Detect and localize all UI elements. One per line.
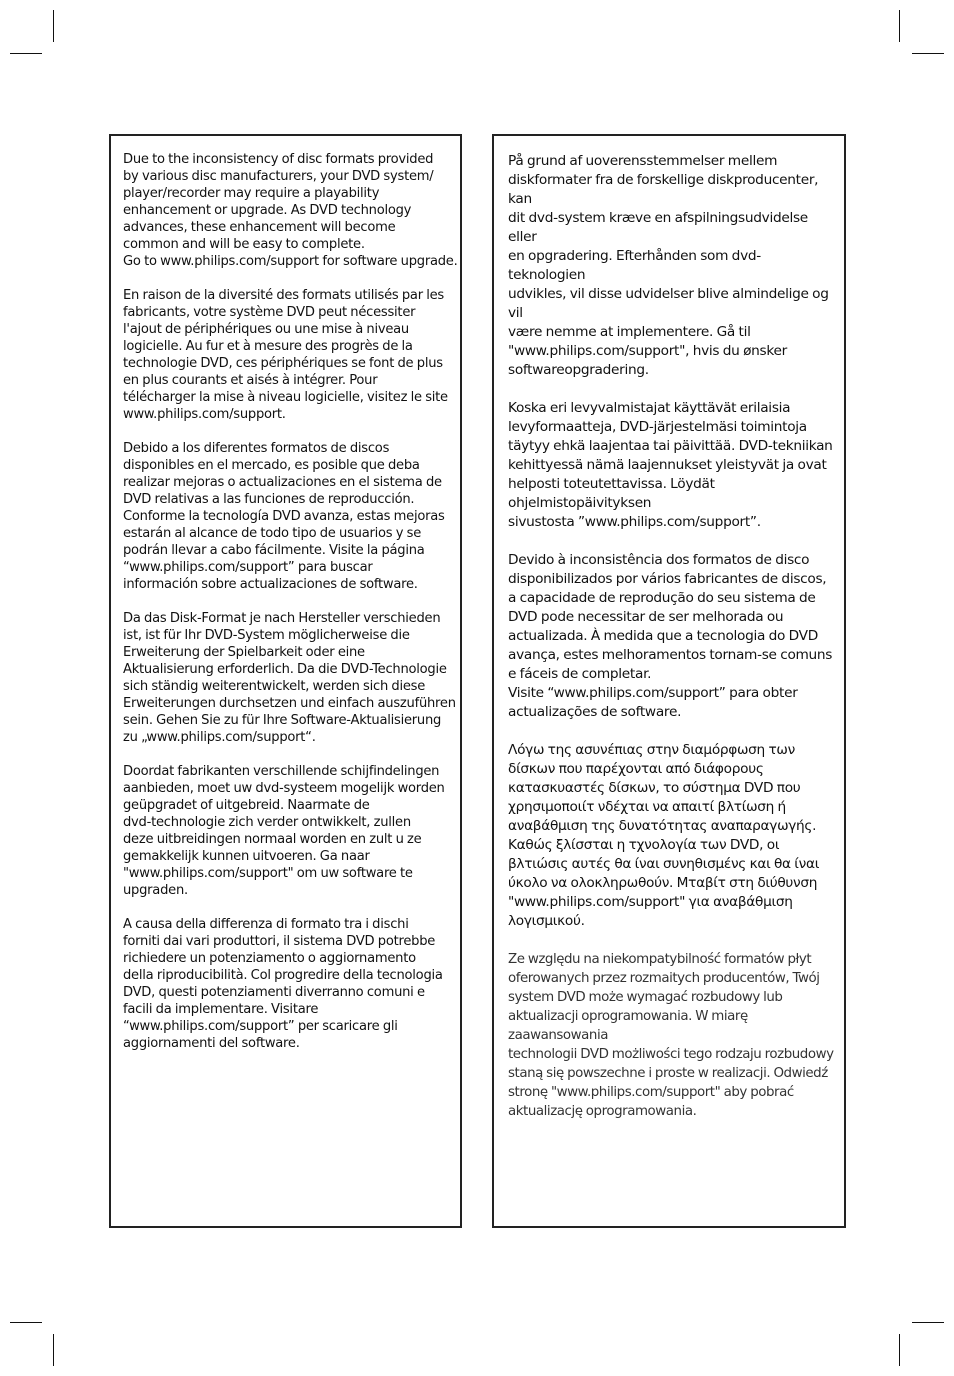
crop-mark-bottom-right-horizontal bbox=[912, 1322, 944, 1323]
crop-mark-bottom-left-vertical bbox=[53, 1334, 54, 1366]
paragraph-italian: A causa della differenza di formato tra i dischi forniti dai vari produttori, il sistema DVD potrebbe richiedere un potenziamento o aggiornamento della riproducibilità. Col progredire della tecnologia DVD, questi potenziamenti diverranno comuni e facili da implementare. Visitare “www.philips.com/support” per scaricare gli aggiornamenti del software. bbox=[123, 917, 443, 1051]
right-column-text bbox=[508, 152, 838, 1140]
left-column-text bbox=[123, 151, 460, 1069]
paragraph-spanish: Debido a los diferentes formatos de discos disponibles en el mercado, es posible que deba realizar mejoras o actualizaciones en el sistema de DVD relativas a las funciones de reproducción. Conforme la tecnología DVD avanza, estas mejoras estarán al alcance de todo tipo de usuarios y se podrán llevar a cabo fácilmente. Visite la página “www.philips.com/support” para buscar información sobre actualizaciones de software. bbox=[123, 441, 445, 592]
paragraph-french: En raison de la diversité des formats utilisés par les fabricants, votre système DVD peut nécessiter l'ajout de périphériques ou une mise à niveau logicielle. Au fur et à mesure des progrès de la technologie DVD, ces périphériques se font de plus en plus courants et aisés à intégrer. Pour télécharger la mise à niveau logicielle, visitez le site www.philips.com/support. bbox=[123, 288, 448, 422]
paragraph-finnish: Koska eri levyvalmistajat käyttävät erilaisia levyformaatteja, DVD-järjestelmäsi toimintoja täytyy ehkä laajentaa tai päivittää. DVD-tekniikan kehittyessä nämä laajennukset yleistyvät ja ovat helposti toteutettavissa. Löydät ohjelmistopäivityksen sivustosta ”www.philips.com/support”. bbox=[508, 400, 833, 530]
paragraph-dutch: Doordat fabrikanten verschillende schijfindelingen aanbieden, moet uw dvd-systeem mogelijk worden geüpgradet of uitgebreid. Naarmate de dvd-technologie zich verder ontwikkelt, zullen deze uitbreidingen normaal worden en zult u ze gemakkelijk kunnen uitvoeren. Ga naar "www.philips.com/support" om uw software te upgraden. bbox=[123, 764, 445, 898]
crop-mark-top-left-vertical bbox=[53, 10, 54, 42]
paragraph-greek: Λόγω της ασυνέπιας στην διαμόρφωση των δίσκων που παρέχονται από διάφορους κατασκυαστές δίσκων, το σύστημα DVD που χρησιμοποιίτ νδέχται να απαιτί βλτίωση ή αναβάθμιση της δυνατότητας αναπαραγωγής. Καθώς ξλίσσται η τχνολογία των DVD, οι βλτιώσις αυτές θα ίναι συνηθισμένς και θα ίναι ύκολο να ολοκληρωθούν. Μταβίτ στη διύθυνση "www.philips.com/support" για αναβάθμιση λογισμικού. bbox=[508, 742, 820, 929]
paragraph-polish: Ze względu na niekompatybilność formatów płyt oferowanych przez rozmaitych producentów, Twój system DVD może wymagać rozbudowy lub aktualizacji oprogramowania. W miarę zaawansowania technologii DVD możliwości tego rodzaju rozbudowy staną się powszechne i proste w realizacji. Odwiedź stronę "www.philips.com/support" aby pobrać aktualizację oprogramowania. bbox=[508, 952, 834, 1119]
crop-mark-top-right-horizontal bbox=[912, 53, 944, 54]
left-column-panel bbox=[109, 134, 462, 1228]
crop-mark-top-right-vertical bbox=[899, 10, 900, 42]
paragraph-english: Due to the inconsistency of disc formats provided by various disc manufacturers, your DVD system/ player/recorder may require a playability enhancement or upgrade. As DVD technology advances, these enhancement will become common and will be easy to complete. Go to www.philips.com/support for software upgrade. bbox=[123, 152, 458, 269]
crop-mark-bottom-right-vertical bbox=[899, 1334, 900, 1366]
crop-mark-bottom-left-horizontal bbox=[10, 1322, 42, 1323]
paragraph-portuguese: Devido à inconsistência dos formatos de disco disponibilizados por vários fabricantes de discos, a capacidade de reprodução do seu sistema de DVD pode necessitar de ser melhorada ou actualizada. À medida que a tecnologia do DVD avança, estes melhoramentos tornam-se comuns e fáceis de completar. Visite “www.philips.com/support” para obter actualizações de software. bbox=[508, 552, 833, 720]
right-column-panel bbox=[492, 134, 846, 1228]
crop-mark-top-left-horizontal bbox=[10, 53, 42, 54]
paragraph-german: Da das Disk-Format je nach Hersteller verschieden ist, ist für Ihr DVD-System möglicherweise die Erweiterung der Spielbarkeit oder eine Aktualisierung erforderlich. Da die DVD-Technologie sich ständig weiterentwickelt, werden sich diese Erweiterungen durchsetzen und einfach auszuführen sein. Gehen Sie zu für Ihre Software-Aktualisierung zu „www.philips.com/support“. bbox=[123, 611, 456, 745]
paragraph-danish: På grund af uoverensstemmelser mellem diskformater fra de forskellige diskproducenter, kan dit dvd-system kræve en afspilningsudvidelse eller en opgradering. Efterhånden som dvd-teknologien udvikles, vil disse udvidelser blive almindelige og vil være nemme at implementere. Gå til "www.philips.com/support", hvis du ønsker softwareopgradering. bbox=[508, 153, 829, 378]
